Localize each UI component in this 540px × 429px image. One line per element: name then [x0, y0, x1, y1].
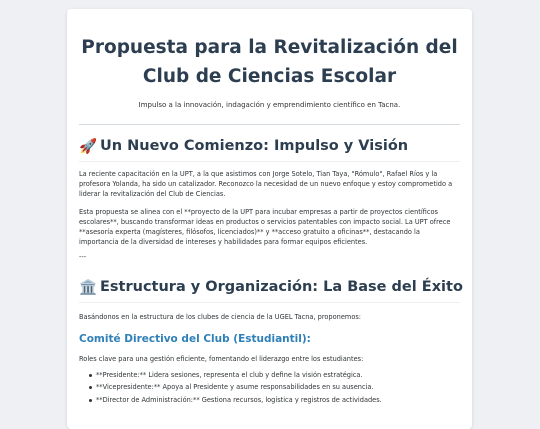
list-item: **Director de Administración:** Gestiona recursos, logística y registros de actividades.	[89, 394, 460, 407]
markdown-separator: ---	[79, 253, 87, 262]
section-heading-nuevo-comienzo	[79, 135, 460, 162]
section-heading-text: Estructura y Organización: La Base del Éxito	[100, 279, 463, 296]
list-item: **Presidente:** Lidera sesiones, representa el club y define la visión estratégica.	[89, 369, 460, 382]
paragraph-capacitacion: La reciente capacitación en la UPT, a la que asistimos con Jorge Sotelo, Tian Taya, "Rómulo", Rafael Ríos y la profesora Yolanda, ha sido un catalizador. Reconozco la necesidad de un nuevo enfoque y estoy comprometido a liderar la revitalización del Club de Ciencias.	[79, 170, 453, 199]
document-card	[67, 9, 472, 429]
section-heading-estructura	[79, 276, 463, 303]
classical-building-icon: 🏛️	[79, 280, 98, 297]
list-item: **Vicepresidente:** Apoya al Presidente y asume responsabilidades en su ausencia.	[89, 381, 460, 394]
paragraph-roles-intro: Roles clave para una gestión eficiente, fomentando el liderazgo entre los estudiantes:	[79, 354, 364, 363]
header-divider	[79, 124, 460, 125]
paragraph-propuesta: Esta propuesta se alinea con el **proyecto de la UPT para incubar empresas a partir de proyectos científicos escolares**, buscando transformar ideas en productos o servicios patentables con impacto social. La UPT ofrece **asesoría experta (magísteres, filósofos, licenciados)** y **acceso gratuito a oficinas**, destacando la importancia de la diversidad de intereses y habilidades para formar equipos eficientes.	[79, 207, 451, 247]
subheading-comite-directivo: Comité Directivo del Club (Estudiantil):	[79, 332, 311, 345]
section-heading-text: Un Nuevo Comienzo: Impulso y Visión	[100, 138, 409, 154]
page-title: Propuesta para la Revitalización del Club de Ciencias Escolar	[81, 37, 458, 87]
rocket-icon: 🚀	[79, 139, 98, 155]
page-subtitle: Impulso a la innovación, indagación y emprendimiento científico en Tacna.	[138, 101, 401, 109]
paragraph-estructura-intro: Basándonos en la estructura de los clubes de ciencia de la UGEL Tacna, proponemos:	[79, 313, 362, 322]
roles-list	[79, 369, 460, 407]
